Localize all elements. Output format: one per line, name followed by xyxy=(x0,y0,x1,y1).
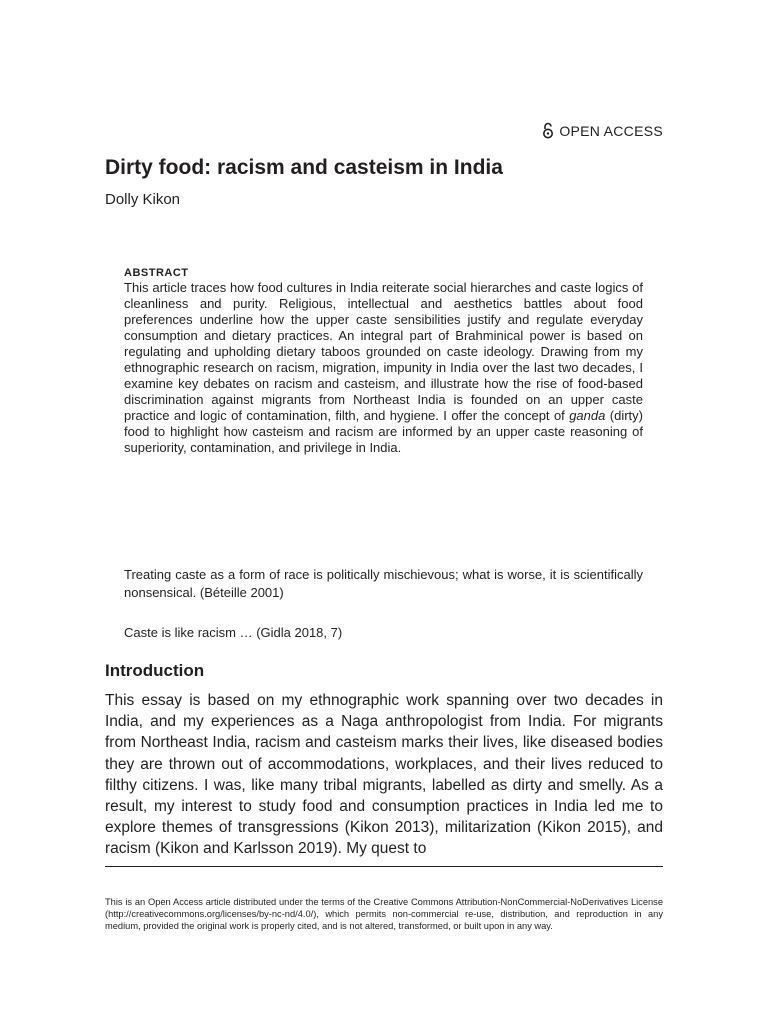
article-title: Dirty food: racism and casteism in India xyxy=(105,156,503,179)
abstract-text-part2: (dirty) food to highlight how casteism and racism are informed by an upper caste reasoning of superiority, contamination, and privilege in India. xyxy=(124,408,643,455)
license-notice: This is an Open Access article distributed under the terms of the Creative Commons Attribution-NonCommercial-NoDerivatives License (http://creativecommons.org/licenses/by-nc-nd/4.0/), which permits non-commercial re-use, distribution, and reproduction in any medium, provided the original work is properly cited, and is not altered, transformed, or built upon in any way. xyxy=(105,897,663,932)
abstract-text-part1: This article traces how food cultures in India reiterate social hierarches and caste logics of cleanliness and purity. Religious, intellectual and aesthetics battles about food preferences underline how the upper caste sensibilities justify and regulate everyday consumption and dietary practices. An integral part of Brahminical power is based on regulating and upholding dietary taboos grounded on caste ideology. Drawing from my ethnographic research on racism, migration, impunity in India over the last two decades, I examine key debates on racism and casteism, and illustrate how the rise of food-based discrimination against migrants from Northeast India is founded on an upper caste practice and logic of contamination, filth, and hygiene. I offer the concept of xyxy=(124,280,643,423)
epigraph-quote: Caste is like racism … (Gidla 2018, 7) xyxy=(124,625,343,640)
section-heading-introduction: Introduction xyxy=(105,661,205,680)
footnote-divider xyxy=(105,866,663,867)
open-access-badge xyxy=(542,122,663,139)
open-access-lock-icon xyxy=(542,122,554,139)
abstract-section xyxy=(124,266,643,456)
abstract-body xyxy=(124,280,643,456)
introduction-paragraph: This essay is based on my ethnographic work spanning over two decades in India, and my experiences as a Naga anthropologist from India. For migrants from Northeast India, racism and casteism marks their lives, like diseased bodies they are thrown out of accommodations, workplaces, and their lives reduced to filthy citizens. I was, like many tribal migrants, labelled as dirty and smelly. As a result, my interest to study food and consumption practices in India led me to explore themes of transgressions (Kikon 2013), militarization (Kikon 2015), and racism (Kikon and Karlsson 2019). My quest to xyxy=(105,692,663,858)
open-access-label: OPEN ACCESS xyxy=(559,122,663,139)
abstract-heading: ABSTRACT xyxy=(124,267,189,279)
abstract-italic-term: ganda xyxy=(569,408,606,423)
author-name: Dolly Kikon xyxy=(105,191,181,208)
epigraph-quote: Treating caste as a form of race is politically mischievous; what is worse, it is scientifically nonsensical. (Béteille 2001) xyxy=(124,567,643,600)
